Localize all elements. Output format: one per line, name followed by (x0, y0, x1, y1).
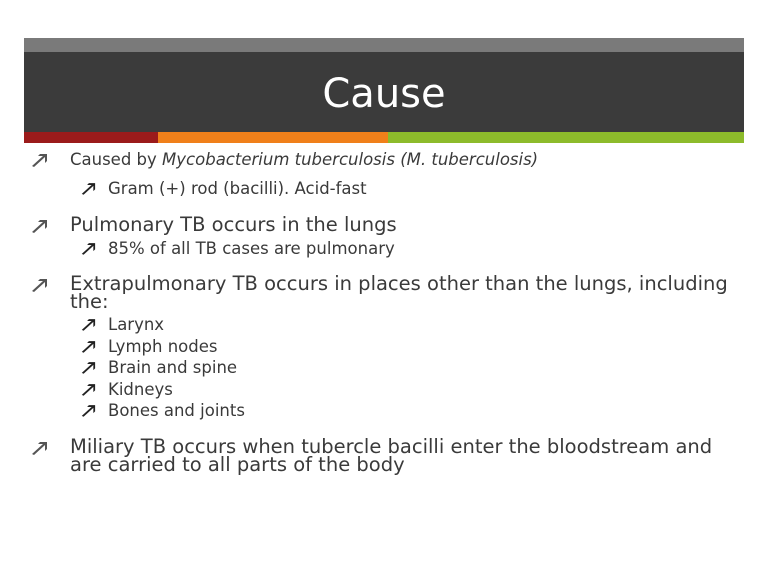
bullet-pulmonary (28, 212, 740, 236)
bullet-cause-organism: Mycobacterium tuberculosis (M. tuberculosis) (162, 150, 539, 169)
title-bar (24, 52, 744, 132)
bullet-cause-prefix: Caused by (70, 150, 163, 169)
diagonal-arrow-icon (80, 404, 96, 417)
bullet-label: Pulmonary TB occurs in the lungs (70, 212, 397, 236)
sub-bullet-pulmonary-percent (28, 238, 740, 260)
top-strip (24, 38, 744, 52)
accent-orange-segment (158, 132, 388, 143)
sub-bullet-lymph-nodes (28, 336, 740, 358)
diagonal-arrow-icon (30, 278, 48, 292)
diagonal-arrow-icon (80, 383, 96, 396)
slide-title: Cause (322, 71, 446, 117)
accent-red-segment (24, 132, 158, 143)
diagonal-arrow-icon (30, 441, 48, 455)
accent-bar (24, 132, 744, 143)
diagonal-arrow-icon (80, 182, 96, 195)
bullet-extrapulmonary (28, 272, 740, 313)
sub-bullet-kidneys (28, 379, 740, 401)
sub-bullet-gram (28, 178, 740, 200)
sub-bullet-label: Bones and joints (108, 401, 245, 420)
sub-bullet-bones-joints (28, 400, 740, 422)
diagonal-arrow-icon (80, 318, 96, 331)
slide-content (28, 150, 740, 474)
bullet-miliary (28, 434, 740, 476)
sub-bullet-label: Lymph nodes (108, 336, 218, 356)
diagonal-arrow-icon (30, 219, 48, 233)
sub-bullet-label: Gram (+) rod (bacilli). Acid-fast (108, 179, 367, 198)
sub-bullet-label: 85% of all TB cases are pulmonary (108, 238, 395, 258)
diagonal-arrow-icon (80, 242, 96, 255)
diagonal-arrow-icon (30, 153, 48, 167)
sub-bullet-label: Brain and spine (108, 358, 238, 377)
bullet-label: Extrapulmonary TB occurs in places other than the lungs, including the: (70, 272, 728, 313)
sub-bullet-brain-spine (28, 357, 740, 379)
sub-bullet-larynx (28, 314, 740, 336)
diagonal-arrow-icon (80, 340, 96, 353)
sub-bullet-label: Kidneys (108, 379, 173, 399)
accent-green-segment (388, 132, 744, 143)
bullet-cause (28, 150, 740, 170)
sub-bullet-label: Larynx (108, 315, 165, 334)
bullet-label: Miliary TB occurs when tubercle bacilli enter the bloodstream and are carried to all parts of the body (70, 434, 713, 476)
diagonal-arrow-icon (80, 361, 96, 374)
